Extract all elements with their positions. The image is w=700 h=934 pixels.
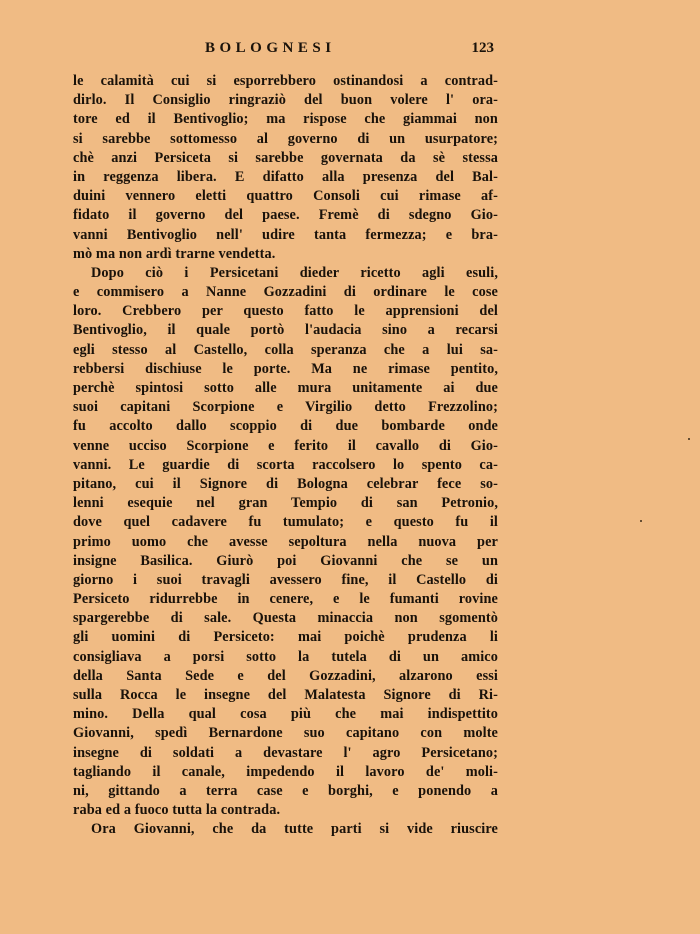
text-line: mò ma non ardì trarne vendetta. — [73, 245, 276, 262]
text-line: pitano, cui il Signore di Bologna celebrar fece so- — [73, 475, 498, 492]
text-line: consigliava a porsi sotto la tutela di un amico — [73, 648, 498, 665]
text-line: dirlo. Il Consiglio ringraziò del buon volere l' ora- — [73, 92, 498, 109]
text-line: le calamità cui si esporrebbero ostinandosi a contrad- — [73, 73, 498, 89]
paragraph-start-line: Dopo ciò i Persicetani dieder ricetto agli esuli, — [91, 264, 498, 281]
text-line: insegne di soldati a devastare l' agro Persicetano; — [73, 744, 498, 761]
text-line: tagliando il canale, impedendo il lavoro de' moli- — [73, 763, 498, 780]
text-line: perchè spintosi sotto alle mura unitamente ai due — [73, 380, 498, 396]
page-number: 123 — [471, 40, 494, 56]
text-line: egli stesso al Castello, colla speranza che a lui sa- — [73, 341, 498, 358]
text-line: ni, gittando a terra case e borghi, e ponendo a — [73, 782, 498, 799]
running-head — [73, 40, 498, 64]
text-line: raba ed a fuoco tutta la contrada. — [73, 802, 281, 819]
text-line: in reggenza libera. E difatto alla presenza del Bal- — [73, 168, 498, 185]
text-line: Persiceto ridurrebbe in cenere, e le fumanti rovine — [73, 591, 498, 608]
scan-speck — [688, 438, 690, 440]
paragraph-start-line: Ora Giovanni, che da tutte parti si vide riuscire — [91, 821, 498, 838]
text-line: loro. Crebbero per questo fatto le apprensioni del — [73, 303, 498, 320]
text-line: si sarebbe sottomesso al governo di un usurpatore; — [73, 130, 498, 147]
text-line: chè anzi Persiceta si sarebbe governata da sè stessa — [73, 149, 498, 166]
text-line: mino. Della qual cosa più che mai indispettito — [73, 706, 498, 723]
text-line: lenni esequie nel gran Tempio di san Petronio, — [73, 495, 498, 512]
text-line: dove quel cadavere fu tumulato; e questo fu il — [73, 514, 498, 531]
running-head-title: BOLOGNESI — [205, 40, 336, 56]
text-line: tore ed il Bentivoglio; ma rispose che giammai non — [73, 111, 498, 128]
text-line: venne ucciso Scorpione e ferito il cavallo di Gio- — [73, 437, 498, 454]
text-line: vanni. Le guardie di scorta raccolsero lo spento ca- — [73, 456, 498, 473]
text-line: Giovanni, spedì Bernardone suo capitano con molte — [73, 725, 498, 742]
text-line: giorno i suoi travagli avessero fine, il Castello di — [73, 571, 498, 588]
text-line: suoi capitani Scorpione e Virgilio detto Frezzolino; — [73, 399, 498, 416]
text-line: fu accolto dallo scoppio di due bombarde onde — [73, 418, 498, 435]
text-line: della Santa Sede e del Gozzadini, alzarono essi — [73, 667, 498, 684]
scan-speck — [640, 520, 642, 522]
text-line: e commisero a Nanne Gozzadini di ordinare le cose — [73, 284, 498, 301]
text-line: spargerebbe di sale. Questa minaccia non sgomentò — [73, 610, 498, 627]
text-line: primo uomo che avesse sepoltura nella nuova per — [73, 533, 498, 550]
text-line: gli uomini di Persiceto: mai poichè prudenza li — [73, 629, 498, 646]
text-line: insigne Basilica. Giurò poi Giovanni che se un — [73, 552, 498, 569]
text-line: fidato il governo del paese. Fremè di sdegno Gio- — [73, 207, 498, 224]
text-line: rebbersi dischiuse le porte. Ma ne rimase pentito, — [73, 360, 498, 377]
body-text — [73, 72, 498, 840]
text-line: duini vennero eletti quattro Consoli cui rimase af- — [73, 188, 498, 205]
text-line: sulla Rocca le insegne del Malatesta Signore di Ri- — [73, 687, 498, 703]
text-line: Bentivoglio, il quale portò l'audacia sino a recarsi — [73, 322, 498, 339]
book-page — [73, 40, 498, 840]
text-line: vanni Bentivoglio nell' udire tanta fermezza; e bra- — [73, 226, 498, 243]
